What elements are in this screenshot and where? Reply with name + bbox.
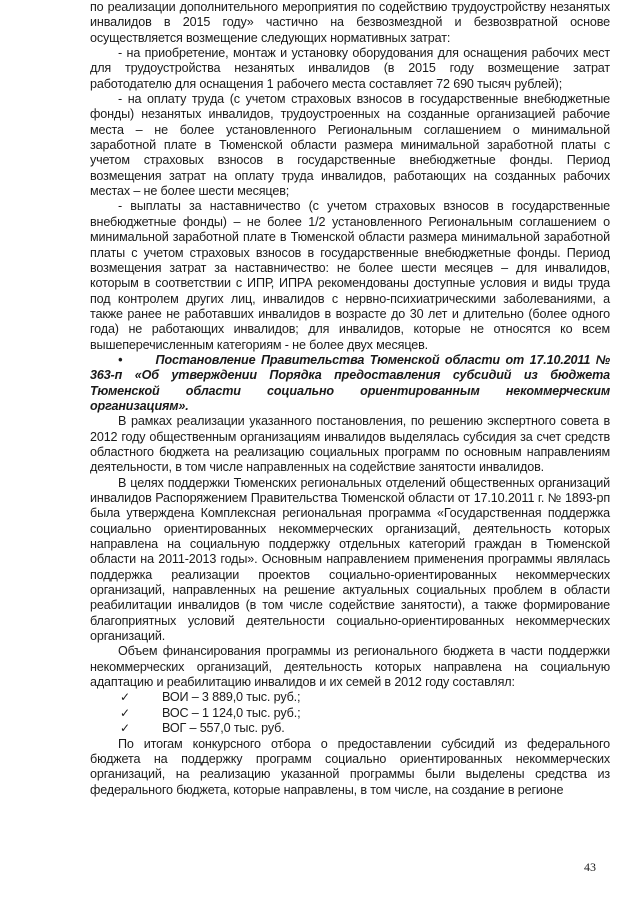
paragraph-financing: Объем финансирования программы из регионального бюджета в части поддержки некоммерческих организаций, деятельность которых направлена на социальную адаптацию и реабилитацию инвалидов и их семей в 2012 году составлял: [90,644,610,690]
list-item-text: ВОС – 1 124,0 тыс. руб.; [162,705,301,720]
paragraph-intro: по реализации дополнительного мероприятия по содействию трудоустройству незанятых инвалидов в 2015 году» частично на безвозмездной и безвозвратной основе осуществляется возмещение следующих нормативных затрат: [90,0,610,45]
checkmark-icon: ✓ [120,721,130,736]
page-number: 43 [584,860,596,874]
list-item [90,706,610,721]
list-item-text: ВОИ – 3 889,0 тыс. руб.; [162,690,301,705]
paragraph-subsidy: В рамках реализации указанного постановления, по решению экспертного совета в 2012 году общественным организациям инвалидов выделялась субсидия за счет средств областного бюджета на реализацию социальных программ по основным направлениям деятельности, в том числе направленных на содействие занятости инвалидов. [90,414,610,475]
list-item [90,721,610,736]
funding-list [90,690,610,736]
decree-heading-text: Постановление Правительства Тюменской области от 17.10.2011 № 363-п «Об утверждении Порядка предоставления субсидий из бюджета Тюменской области социально ориентированным некоммерческим организациям». [90,352,611,413]
checkmark-icon: ✓ [120,690,130,705]
paragraph-mentoring: - выплаты за наставничество (с учетом страховых взносов в государственные внебюджетные фонды) – не более 1/2 установленного Региональным соглашением о минимальной заработной плате в Тюменской области размера минимальной заработной платы с учетом страховых взносов в государственные внебюджетные фонды. Период возмещения затрат за наставничество: не более шести месяцев – для инвалидов, которым в соответствии с ИПР, ИПРА рекомендованы доступные условия и виды труда под контролем других лиц, инвалидов с нервно-психиатрическими заболеваниями, а также ранее не работавших инвалидов в возрасте до 30 лет и длительно (более одного года) не работающих инвалидов; для инвалидов, которые не относятся ко всем вышеперечисленным категориям - не более двух месяцев. [90,199,610,352]
list-item-text: ВОГ – 557,0 тыс. руб. [162,721,285,736]
paragraph-wages: - на оплату труда (с учетом страховых взносов в государственные внебюджетные фонды) незанятых инвалидов, трудоустроенных на созданные организацией рабочие места – не более установленного Региональным соглашением о минимальной заработной плате в Тюменской области размера минимальной заработной платы с учетом страховых взносов в государственные внебюджетные фонды. Период возмещения затрат на оплату труда инвалидов, работающих на созданных рабочих местах – не более шести месяцев; [90,92,610,199]
decree-heading [90,353,610,414]
checkmark-icon: ✓ [120,705,130,720]
paragraph-closing: По итогам конкурсного отбора о предоставлении субсидий из федерального бюджета на поддержку программ социально ориентированных некоммерческих организаций, на реализацию указанной программы были выделены средства из федерального бюджета, которые направлены, в том числе, на создание в регионе [90,736,610,797]
paragraph-program: В целях поддержки Тюменских региональных отделений общественных организаций инвалидов Распоряжением Правительства Тюменской области от 17.10.2011 г. № 1893-рп была утверждена Комплексная региональная программа «Государственная поддержка социально ориентированных некоммерческих организаций, деятельность которых направлена на социальную поддержку отдельных категорий граждан в Тюменской области на 2011-2013 годы». Основным направлением применения программы являлась поддержка реализации проектов социально-ориентированных некоммерческих организаций, направленных на решение актуальных социальных проблем в области реабилитации инвалидов (в том числе содействие занятости), а также формирование благоприятных условий деятельности социально-ориентированных некоммерческих организаций. [90,475,610,644]
list-item [90,690,610,705]
document-page [90,0,610,798]
bullet-icon: • [118,352,123,367]
paragraph-equipment: - на приобретение, монтаж и установку оборудования для оснащения рабочих мест для трудоустройства незанятых инвалидов (в 2015 году возмещение затрат работодателю для оснащения 1 рабочего места составляет 72 690 тысяч рублей); [90,46,610,91]
